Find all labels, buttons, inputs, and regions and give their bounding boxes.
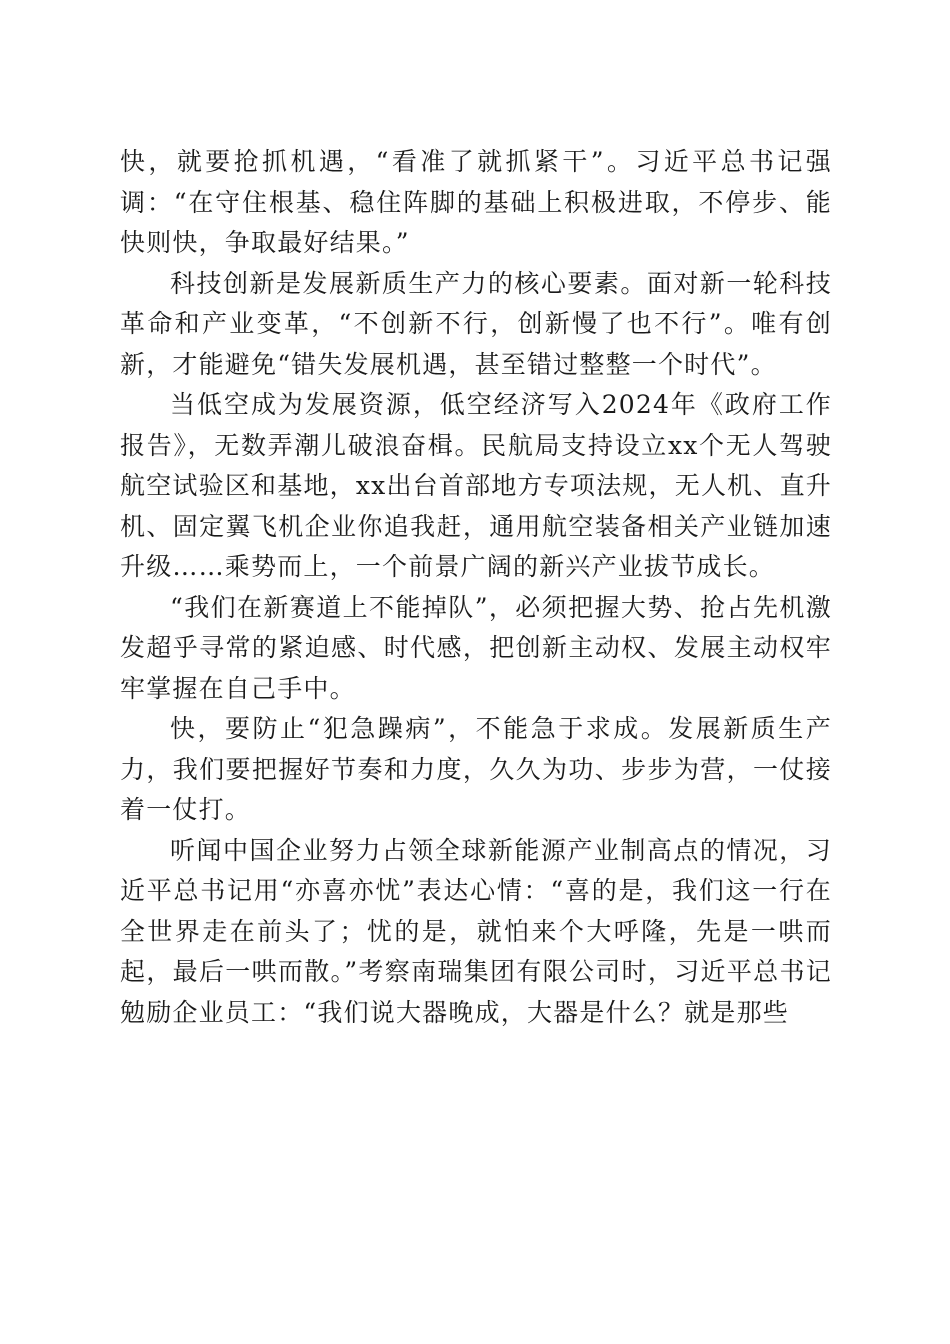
document-body [120, 142, 832, 1033]
paragraph-2: 科技创新是发展新质生产力的核心要素。面对新一轮科技革命和产业变革，“不创新不行，创新慢了也不行”。唯有创新，才能避免“错失发展机遇，甚至错过整整一个时代”。 [120, 268, 832, 379]
paragraph-4: “我们在新赛道上不能掉队”，必须把握大势、抢占先机激发超乎寻常的紧迫感、时代感，把创新主动权、发展主动权牢牢掌握在自己手中。 [120, 592, 832, 703]
paragraph-6: 听闻中国企业努力占领全球新能源产业制高点的情况，习近平总书记用“亦喜亦忧”表达心情：“喜的是，我们这一行在全世界走在前头了；忧的是，就怕来个大呼隆，先是一哄而起，最后一哄而散。”考察南瑞集团有限公司时，习近平总书记勉励企业员工：“我们说大器晚成，大器是什么？就是那些 [120, 835, 832, 1027]
paragraph-3: 当低空成为发展资源，低空经济写入2024年《政府工作报告》，无数弄潮儿破浪奋楫。民航局支持设立xx个无人驾驶航空试验区和基地，xx出台首部地方专项法规，无人机、直升机、固定翼飞机企业你追我赶，通用航空装备相关产业链加速升级……乘势而上，一个前景广阔的新兴产业拔节成长。 [120, 390, 832, 581]
paragraph-1: 快，就要抢抓机遇，“看准了就抓紧干”。习近平总书记强调：“在守住根基、稳住阵脚的基础上积极进取，不停步、能快则快，争取最好结果。” [120, 147, 832, 257]
paragraph-5: 快，要防止“犯急躁病”，不能急于求成。发展新质生产力，我们要把握好节奏和力度，久久为功、步步为营，一仗接着一仗打。 [120, 714, 832, 824]
